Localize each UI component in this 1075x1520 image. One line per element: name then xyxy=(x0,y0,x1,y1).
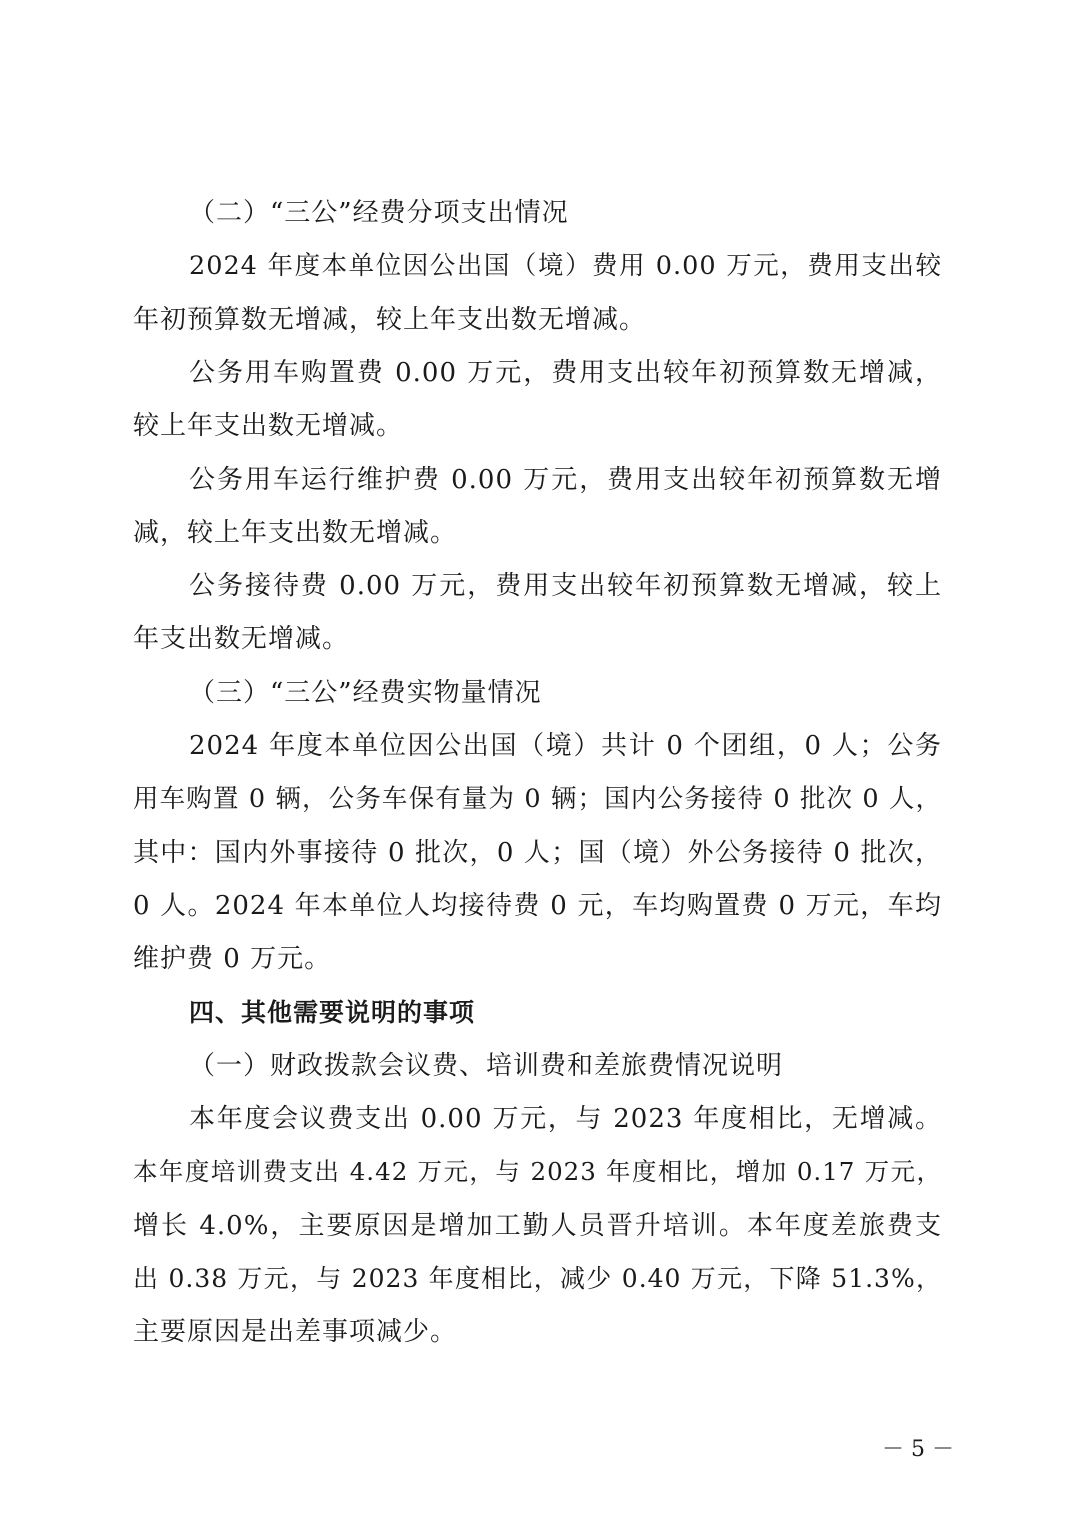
paragraph-line: 维护费 0 万元。 xyxy=(133,944,332,974)
section-heading: （一）财政拨款会议费、培训费和差旅费情况说明 xyxy=(189,1051,784,1081)
paragraph-line: 公务用车运行维护费 0.00 万元，费用支出较年初预算数无增 xyxy=(189,465,942,495)
paragraph-line: 增长 4.0%，主要原因是增加工勤人员晋升培训。本年度差旅费支 xyxy=(133,1211,942,1241)
paragraph-line: 用车购置 0 辆，公务车保有量为 0 辆；国内公务接待 0 批次 0 人， xyxy=(133,784,942,814)
paragraph-line: 2024 年度本单位因公出国（境）费用 0.00 万元，费用支出较 xyxy=(189,251,942,281)
paragraph-line: 较上年支出数无增减。 xyxy=(133,411,404,441)
paragraph-line: 2024 年度本单位因公出国（境）共计 0 个团组，0 人；公务 xyxy=(189,731,942,761)
paragraph-line: 主要原因是出差事项减少。 xyxy=(133,1317,458,1347)
paragraph-line: 本年度培训费支出 4.42 万元，与 2023 年度相比，增加 0.17 万元， xyxy=(133,1157,942,1186)
section-heading: 四、其他需要说明的事项 xyxy=(189,998,476,1027)
paragraph-line: 本年度会议费支出 0.00 万元，与 2023 年度相比，无增减。 xyxy=(189,1104,942,1134)
paragraph-line: 年初预算数无增减，较上年支出数无增减。 xyxy=(133,305,647,335)
paragraph-line: 公务用车购置费 0.00 万元，费用支出较年初预算数无增减， xyxy=(189,358,942,388)
paragraph-line: 公务接待费 0.00 万元，费用支出较年初预算数无增减，较上 xyxy=(189,571,942,601)
section-heading: （三）“三公”经费实物量情况 xyxy=(189,678,542,708)
paragraph-line: 出 0.38 万元，与 2023 年度相比，减少 0.40 万元，下降 51.3%， xyxy=(133,1264,942,1293)
paragraph-line: 其中：国内外事接待 0 批次，0 人；国（境）外公务接待 0 批次， xyxy=(133,838,942,868)
paragraph-line: 年支出数无增减。 xyxy=(133,624,350,654)
page-number: － 5 － xyxy=(882,1437,954,1462)
paragraph-line: 0 人。2024 年本单位人均接待费 0 元，车均购置费 0 万元，车均 xyxy=(133,891,942,921)
paragraph-line: 减，较上年支出数无增减。 xyxy=(133,518,458,548)
section-heading: （二）“三公”经费分项支出情况 xyxy=(189,198,569,228)
